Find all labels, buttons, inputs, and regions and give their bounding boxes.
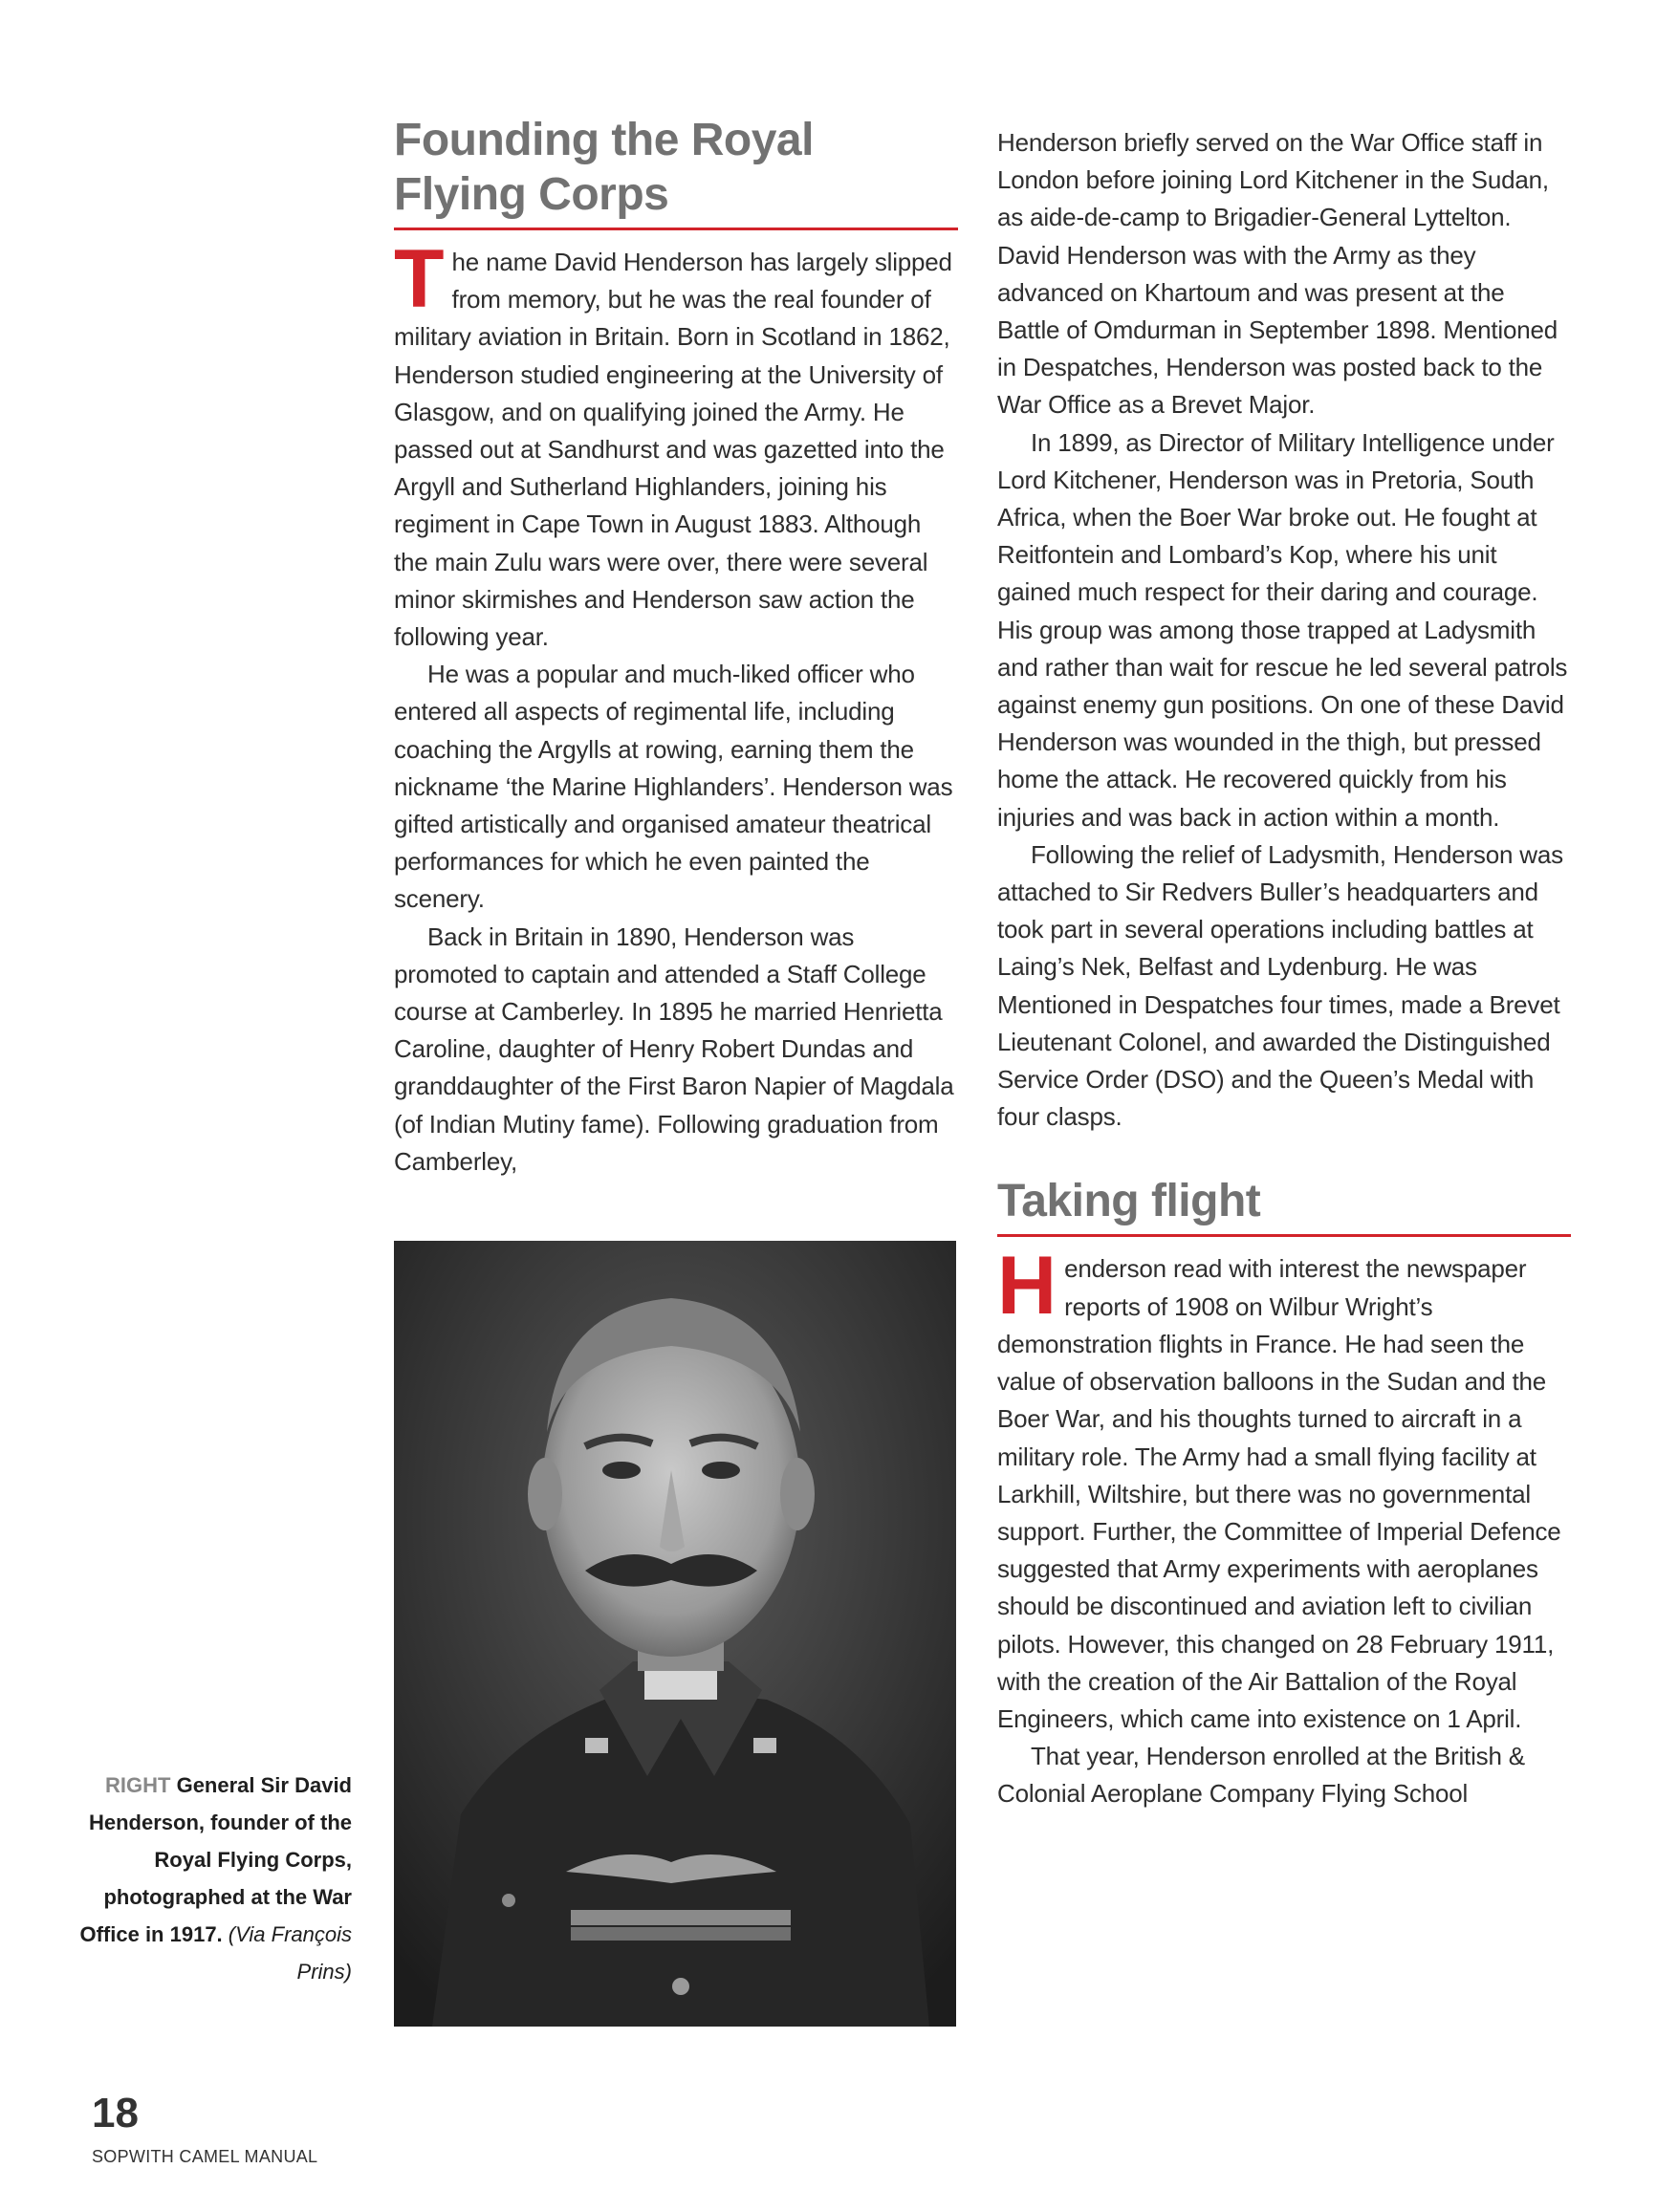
caption-credit: (Via François Prins) bbox=[228, 1922, 352, 1984]
left-column bbox=[394, 113, 958, 1181]
running-title: SOPWITH CAMEL MANUAL bbox=[92, 2147, 318, 2166]
drop-cap: T bbox=[394, 233, 445, 325]
paragraph: He was a popular and much-liked officer who entered all aspects of regimental life, including coaching the Argylls at rowing, earning them the nickname ‘the Marine Highlanders’. Henderson was gifted artistically and organised amateur theatrical performances for which he even painted the scenery. bbox=[394, 660, 953, 914]
paragraph: he name David Henderson has largely slipped from memory, but he was the real founder of military aviation in Britain. Born in Scotland in 1862, Henderson studied engineering at the University of Glasgow, and on qualifying joined the Army. He passed out at Sandhurst and was gazetted into the Argyll and Sutherland Highlanders, joining his regiment in Cape Town in August 1883. Although the main Zulu wars were over, there were several minor skirmishes and Henderson saw action the following year. bbox=[394, 248, 952, 652]
caption-tag: RIGHT bbox=[105, 1773, 171, 1797]
paragraph: That year, Henderson enrolled at the British & Colonial Aeroplane Company Flying School bbox=[997, 1742, 1525, 1809]
page-number: 18 bbox=[92, 2090, 139, 2136]
caption-text: General Sir David Henderson, founder of the Royal Flying Corps, photographed at the War Office in 1917. bbox=[79, 1773, 352, 1946]
portrait-photo bbox=[394, 1241, 956, 2027]
paragraph: In 1899, as Director of Military Intelligence under Lord Kitchener, Henderson was in Pretoria, South Africa, when the Boer War broke out. He fought at Reitfontein and Lombard’s Kop, where his unit gained much respect for their daring and courage. His group was among those trapped at Ladysmith and rather than wait for rescue he led several patrols against enemy gun positions. On one of these David Henderson was wounded in the thigh, but pressed home the attack. He recovered quickly from his injuries and was back in action within a month. bbox=[997, 427, 1568, 832]
drop-cap: H bbox=[997, 1240, 1057, 1333]
portrait-illustration bbox=[394, 1241, 956, 2027]
first-paragraph-block bbox=[394, 233, 958, 656]
paragraph: Following the relief of Ladysmith, Henderson was attached to Sir Redvers Buller’s headquarters and took part in several operations including battles at Laing’s Nek, Belfast and Lydenburg. He was Mentioned in Despatches four times, made a Brevet Lieutenant Colonel, and awarded the Distinguished Service Order (DSO) and the Queen’s Medal with four clasps. bbox=[997, 839, 1563, 1132]
paragraph: Henderson briefly served on the War Office staff in London before joining Lord Kitchener in the Sudan, as aide-de-camp to Brigadier-General Lyttelton. David Henderson was with the Army as they advanced on Khartoum and was present at the Battle of Omdurman in September 1898. Mentioned in Despatches, Henderson was posted back to the War Office as a Brevet Major. bbox=[997, 128, 1558, 420]
section-heading-founding: Founding the Royal Flying Corps bbox=[394, 113, 958, 230]
paragraph: Back in Britain in 1890, Henderson was promoted to captain and attended a Staff College course at Camberley. In 1895 he married Henrietta Caroline, daughter of Henry Robert Dundas and granddaughter of the First Baron Napier of Magdala (of Indian Mutiny fame). Following graduation from Camberley, bbox=[394, 922, 954, 1176]
section-heading-taking-flight: Taking flight bbox=[997, 1174, 1571, 1237]
right-column bbox=[997, 124, 1571, 1813]
photo-caption bbox=[57, 1767, 352, 1990]
first-paragraph-block bbox=[997, 1240, 1571, 1738]
paragraph: enderson read with interest the newspaper reports of 1908 on Wilbur Wright’s demonstration flights in France. He had seen the value of observation balloons in the Sudan and the Boer War, and his thoughts turned to aircraft in a military role. The Army had a small flying facility at Larkhill, Wiltshire, but there was no governmental support. Further, the Committee of Imperial Defence suggested that Army experiments with aeroplanes should be discontinued and aviation left to civilian pilots. However, this changed on 28 February 1911, with the creation of the Air Battalion of the Royal Engineers, which came into existence on 1 April. bbox=[997, 1254, 1561, 1733]
